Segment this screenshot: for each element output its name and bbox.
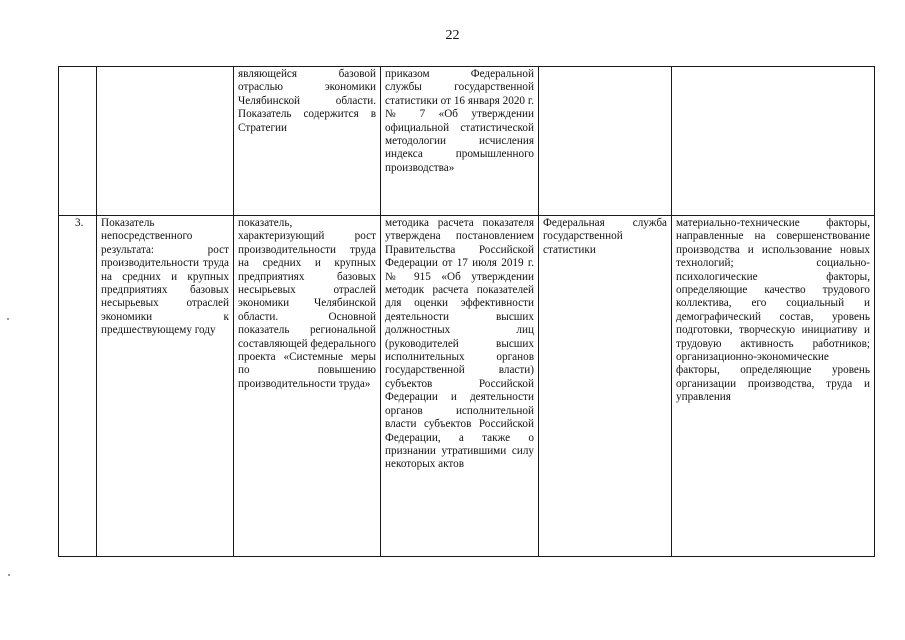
cell-description: являющейся базовой отраслью экономики Челябинской области. Показатель содержится в Стратегии (234, 67, 381, 216)
page-number: 22 (445, 28, 460, 43)
cell-source: Федеральная служба государственной статистики (539, 216, 672, 557)
cell-source (539, 67, 672, 216)
indicator-table (58, 66, 875, 557)
cell-factors: материально-технические факторы, направленные на совершенствование производства и использование новых технологий; социально-психологические факторы, определяющие качество трудового коллектива, его социальный и демографический состав, уровень подготовки, творческую инициативу и трудовую активность работников; организационно-экономические факторы, определяющие уровень организации производства, труда и управления (672, 216, 875, 557)
cell-number (59, 67, 97, 216)
cell-description: показатель, характеризующий рост производительности труда на средних и крупных предприятиях базовых несырьевых отраслей экономики Челябинской области. Основной показатель региональной составляющей федерального проекта «Системные меры по повышению производительности труда» (234, 216, 381, 557)
cell-factors (672, 67, 875, 216)
cell-methodology: методика расчета показателя утверждена постановлением Правительства Российской Федерации от 17 июля 2019 г. № 915 «Об утверждении методик расчета показателей для оценки эффективности деятельности высших должностных лиц (руководителей высших исполнительных органов государственной власти) субъектов Российской Федерации и деятельности органов исполнительной власти субъектов Российской Федерации, а также о признании утратившими силу некоторых актов (381, 216, 539, 557)
scan-speck (8, 574, 10, 576)
scan-speck (7, 318, 9, 320)
cell-indicator-name (97, 67, 234, 216)
table-row (59, 67, 875, 216)
cell-methodology: приказом Федеральной службы государственной статистики от 16 января 2020 г. № 7 «Об утверждении официальной статистической методологии исчисления индекса промышленного производства» (381, 67, 539, 216)
table-row (59, 216, 875, 557)
cell-indicator-name: Показатель непосредственного результата: рост производительности труда на средних и крупных предприятиях базовых несырьевых отраслей экономики к предшествующему году (97, 216, 234, 557)
cell-number: 3. (59, 216, 97, 557)
